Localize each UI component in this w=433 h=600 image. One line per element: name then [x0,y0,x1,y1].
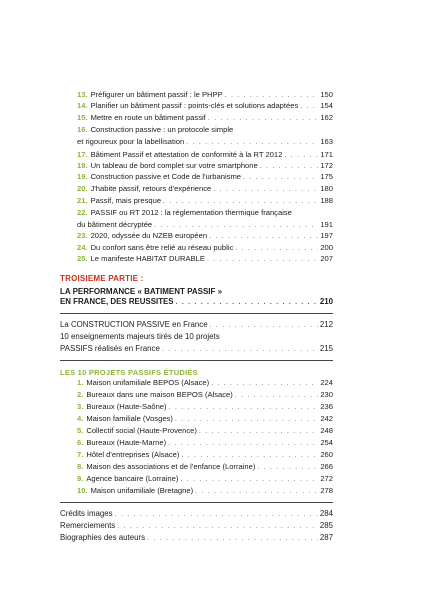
dot-leader [195,487,318,497]
chapter-title: Du confort sans être relié au réseau public [90,243,234,252]
dot-leader [213,185,318,195]
dot-leader [168,439,318,449]
dot-leader [235,391,319,401]
dot-leader [235,244,318,254]
toc-entry[interactable] [60,532,333,544]
dot-leader [175,415,318,425]
toc-entry[interactable] [60,508,333,520]
page-number: 171 [320,150,333,159]
chapter-title: Le manifeste HABITAT DURABLE [90,254,205,263]
entry-title-cont: PASSIFS réalisés en France [60,344,160,353]
entry-title: La CONSTRUCTION PASSIVE en France [60,320,208,329]
dot-leader [210,320,318,331]
chapter-number: 25. [77,254,88,263]
toc-entry[interactable] [60,343,333,355]
project-entry[interactable] [77,438,333,448]
dot-leader [147,533,318,544]
chapter-title: Un tableau de bord complet sur votre smartphone [90,161,258,170]
part-title-line: LA PERFORMANCE « BATIMENT PASSIF » [60,287,223,296]
project-title: Maison des associations et de l'enfance (Lorraine) [86,462,256,471]
chapter-title-cont: du bâtiment décryptée [77,220,153,229]
project-entry[interactable] [77,390,333,400]
chapter-title: J'habite passif, retours d'expérience [90,184,212,193]
project-title: Bureaux (Haute-Marne) [86,438,167,447]
dot-leader [209,232,318,242]
toc-entry[interactable] [77,208,333,218]
chapter-number: 23. [77,231,88,240]
chapter-title: Bâtiment Passif et attestation de conformité à la RT 2012 [90,150,283,159]
chapter-title-cont: et rigoureux pour la labellisation [77,137,185,146]
page-number: 242 [320,414,333,423]
toc-entry-continuation[interactable] [77,137,333,147]
dot-leader [208,114,319,124]
toc-entry[interactable] [77,231,333,241]
project-title: Bureaux (Haute-Saône) [86,402,167,411]
toc-entry[interactable] [77,90,333,100]
project-title: Maison unifamiliale BEPOS (Alsace) [86,378,210,387]
chapter-title: PASSIF ou RT 2012 : la réglementation thermique française [90,208,292,217]
section-heading: LES 10 PROJETS PASSIFS ÉTUDIÉS [60,368,198,377]
page-number: 215 [319,344,333,353]
page-number: 180 [320,184,333,193]
toc-entry[interactable] [60,319,333,331]
part-title-entry[interactable] [60,296,333,308]
page-number: 150 [320,90,333,99]
chapter-number: 24. [77,243,88,252]
page-number: 284 [319,509,333,518]
page-number: 278 [320,486,333,495]
project-number: 5. [77,426,84,435]
dot-leader [169,403,319,413]
toc-entry-continuation[interactable] [77,220,333,230]
dot-leader [243,173,318,183]
chapter-title: Mettre en route un bâtiment passif [90,113,206,122]
page-number: 266 [320,462,333,471]
project-entry[interactable] [77,486,333,496]
page-number: 162 [320,113,333,122]
project-number: 2. [77,390,84,399]
chapter-number: 15. [77,113,88,122]
page-number: 210 [319,297,333,306]
dot-leader [115,509,318,520]
chapter-title: 2020, odyssée du NZEB européen [90,231,208,240]
page-number: 212 [319,320,333,329]
page-number: 224 [320,378,333,387]
dot-leader [154,221,318,231]
dot-leader [260,162,319,172]
project-number: 6. [77,438,84,447]
chapter-number: 13. [77,90,88,99]
page-number: 287 [319,533,333,542]
chapter-number: 17. [77,150,88,159]
dot-leader [180,475,318,485]
dot-leader [199,427,318,437]
entry-title: Crédits images [60,509,113,518]
project-number: 9. [77,474,84,483]
dot-leader [162,344,318,355]
project-entry[interactable] [77,426,333,436]
project-title: Maison familiale (Vosges) [86,414,173,423]
project-entry[interactable] [77,450,333,460]
page-number: 230 [320,390,333,399]
page-number: 188 [320,196,333,205]
chapter-title: Passif, mais presque [90,196,162,205]
divider [60,502,333,503]
chapter-number: 21. [77,196,88,205]
dot-leader [257,463,318,473]
entry-title: Biographies des auteurs [60,533,146,542]
toc-entry[interactable] [77,101,333,111]
page-number: 163 [320,137,333,146]
entry-title: Remerciements [60,521,116,530]
dot-leader [163,197,318,207]
project-number: 10. [77,486,88,495]
page-number: 236 [320,402,333,411]
dot-leader [181,451,318,461]
toc-entry[interactable] [77,113,333,123]
toc-entry[interactable] [77,196,333,206]
page-number: 248 [320,426,333,435]
project-title: Maison unifamiliale (Bretagne) [90,486,194,495]
page-number: 207 [320,254,333,263]
toc-entry[interactable] [77,184,333,194]
dot-leader [211,379,318,389]
chapter-number: 19. [77,172,88,181]
chapter-number: 22. [77,208,88,217]
dot-leader [186,138,318,148]
divider [60,360,333,361]
project-title: Hôtel d'entreprises (Alsace) [86,450,180,459]
divider [60,313,333,314]
project-entry[interactable] [77,462,333,472]
page-number: 154 [320,101,333,110]
project-title: Bureaux dans une maison BEPOS (Alsace) [86,390,233,399]
project-title: Agence bancaire (Lorraine) [86,474,179,483]
project-number: 1. [77,378,84,387]
chapter-title: Planifier un bâtiment passif : points-clés et solutions adaptées [90,101,299,110]
page-number: 175 [320,172,333,181]
part-title-line: EN FRANCE, DES REUSSITES [60,297,174,306]
toc-entry[interactable] [60,520,333,532]
project-entry[interactable] [77,378,333,388]
dot-leader [176,297,318,308]
page-number: 200 [320,243,333,252]
dot-leader [300,102,318,112]
dot-leader [117,521,318,532]
project-entry[interactable] [77,414,333,424]
project-number: 8. [77,462,84,471]
chapter-title: Préfigurer un bâtiment passif : le PHPP [90,90,223,99]
chapter-title: Construction passive : un protocole simple [90,125,234,134]
dot-leader [207,255,318,265]
project-entry[interactable] [77,474,333,484]
dot-leader [225,91,319,101]
page-number: 191 [320,220,333,229]
project-number: 7. [77,450,84,459]
page-number: 272 [320,474,333,483]
entry-title: 10 enseignements majeurs tirés de 10 projets [60,332,220,341]
chapter-number: 18. [77,161,88,170]
toc-entry[interactable] [77,172,333,182]
toc-entry[interactable] [77,125,333,135]
toc-entry[interactable] [77,161,333,171]
project-number: 4. [77,414,84,423]
dot-leader [284,151,318,161]
chapter-number: 16. [77,125,88,134]
chapter-number: 20. [77,184,88,193]
toc-entry[interactable] [77,243,333,253]
chapter-title: Construction passive et Code de l'urbanisme [90,172,242,181]
page-number: 172 [320,161,333,170]
page-number: 285 [319,521,333,530]
page-number: 197 [320,231,333,240]
toc-entry[interactable] [77,254,333,264]
chapter-number: 14. [77,101,88,110]
project-title: Collectif social (Haute-Provence) [86,426,197,435]
page-number: 254 [320,438,333,447]
toc-entry[interactable] [77,150,333,160]
part-heading: TROISIEME PARTIE : [60,274,144,283]
page-number: 260 [320,450,333,459]
project-number: 3. [77,402,84,411]
project-entry[interactable] [77,402,333,412]
